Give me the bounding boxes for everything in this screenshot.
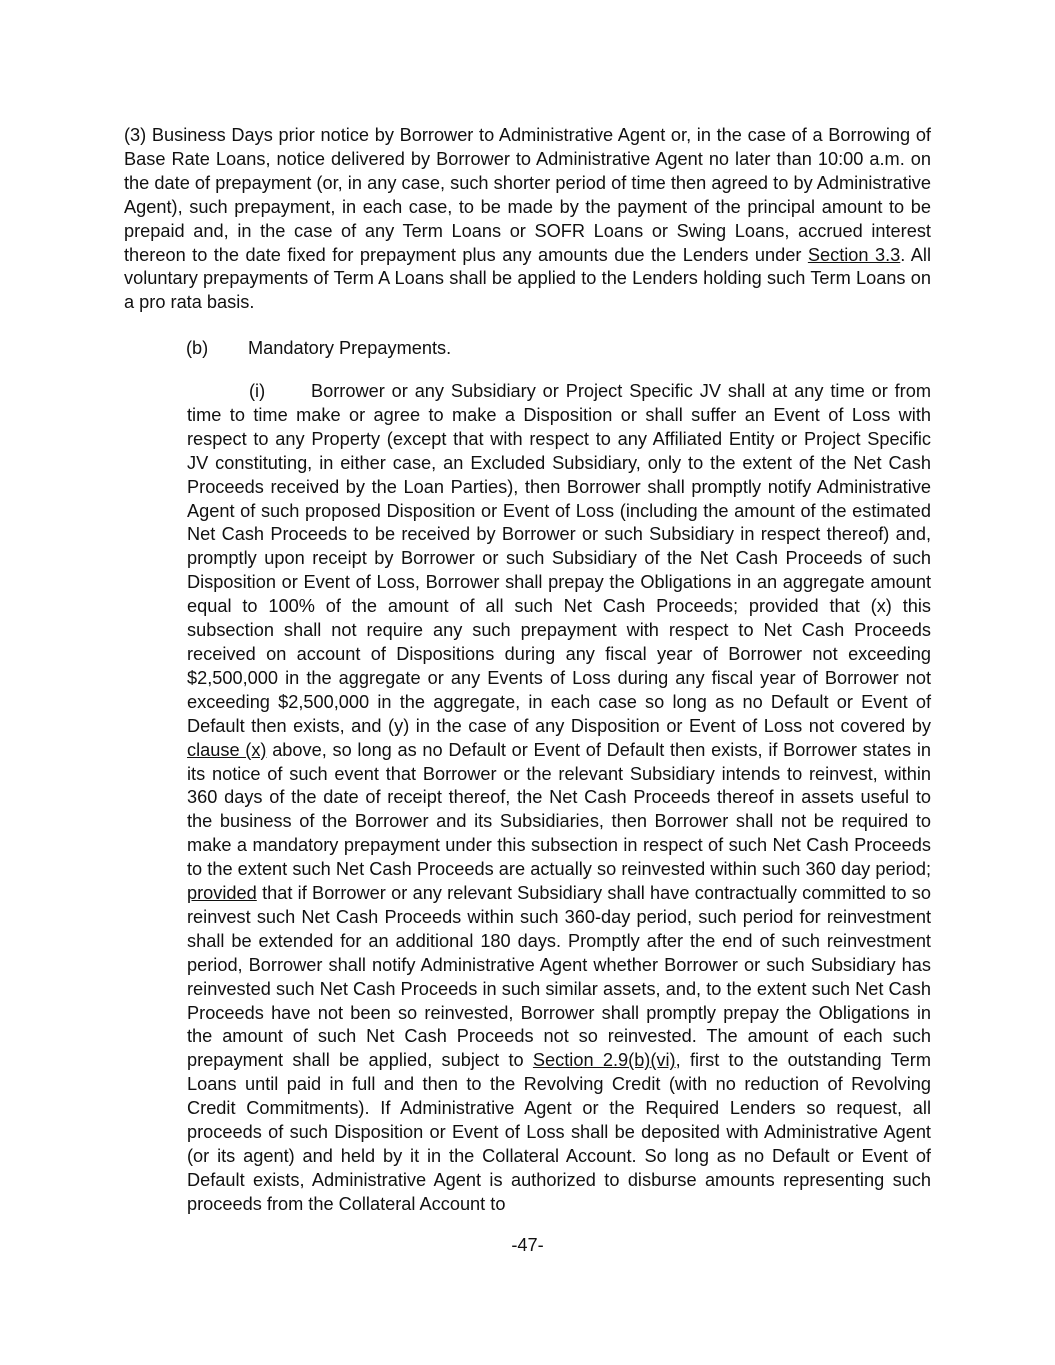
section-b-title: Mandatory Prepayments. <box>248 338 452 358</box>
page-number: -47- <box>511 1235 544 1255</box>
clause-x-reference[interactable]: clause (x) <box>187 739 267 760</box>
section-3-3-reference[interactable]: Section 3.3 <box>807 244 901 265</box>
paragraph-text: , first to the outstanding Term Loans until paid in full and then to the Revolving Credit (with no reduction of Revolving Credit Commitments). If Administrative Agent or the Required Lenders so request, all proceeds of such Disposition or Event of Loss shall be deposited with Administrative Agent (or its agent) and held by it in the Collateral Account. So long as no Default or Event of Default exists, Administrative Agent is authorized to disburse amounts representing such proceeds from the Collateral Account to <box>187 1050 931 1214</box>
paragraph-text: above, so long as no Default or Event of Default then exists, if Borrower states in its notice of such event that Borrower or the relevant Subsidiary intends to reinvest, within 360 days of the date of receipt thereof, the Net Cash Proceeds thereof in assets useful to the business of the Borrower and its Subsidiaries, then Borrower shall not be required to make a mandatory prepayment under this subsection in respect of such Net Cash Proceeds to the extent such Net Cash Proceeds are actually so reinvested within such 360 day period; <box>187 739 931 880</box>
section-b-label: (b) <box>186 338 209 358</box>
paragraph-text: . All voluntary prepayments of Term A Loans shall be applied to the Lenders holding such Term Loans on a pro rata basis. <box>124 244 931 313</box>
paragraph-text: that if Borrower or any relevant Subsidiary shall have contractually committed to so reinvest such Net Cash Proceeds within such 360-day period, such period for reinvestment shall be extended for an additional 180 days. Promptly after the end of such reinvestment period, Borrower shall notify Administrative Agent whether Borrower or such Subsidiary has reinvested such Net Cash Proceeds in such similar assets, and, to the extent such Net Cash Proceeds have not been so reinvested, Borrower shall promptly prepay the Obligations in the amount of such Net Cash Proceeds not so reinvested. The amount of each such prepayment shall be applied, subject to <box>187 883 931 1071</box>
subsection-i-number: (i) <box>249 381 266 401</box>
section-b-heading <box>186 336 451 360</box>
paragraph-text: (3) Business Days prior notice by Borrower to Administrative Agent or, in the case of a Borrowing of Base Rate Loans, notice delivered by Borrower to Administrative Agent no later than 10:00 a.m. on the date of prepayment (or, in any case, such shorter period of time then agreed to by Administrative Agent), such prepayment, in each case, to be made by the payment of the principal amount to be prepaid and, in the case of any Term Loans or SOFR Loans or Swing Loans, accrued interest thereon to the date fixed for prepayment plus any amounts due the Lenders under <box>124 125 931 265</box>
provided-term: provided <box>187 883 257 904</box>
paragraph-prepayment-notice <box>124 124 931 315</box>
section-2-9-reference[interactable]: Section 2.9(b)(vi) <box>532 1050 676 1071</box>
subsection-i-paragraph <box>187 380 931 1217</box>
paragraph-text: Borrower or any Subsidiary or Project Specific JV shall at any time or from time to time make or agree to make a Disposition or shall suffer an Event of Loss with respect to any Property (except that with respect to any Affiliated Entity or Project Specific JV constituting, in either case, an Excluded Subsidiary, only to the extent of the Net Cash Proceeds received by the Loan Parties), then Borrower shall promptly notify Administrative Agent of such proposed Disposition or Event of Loss (including the amount of the estimated Net Cash Proceeds to be received by Borrower or such Subsidiary in respect thereof) and, promptly upon receipt by Borrower or such Subsidiary of the Net Cash Proceeds of such Disposition or Event of Loss, Borrower shall prepay the Obligations in an aggregate amount equal to 100% of the amount of all such Net Cash Proceeds; provided that (x) this subsection shall not require any such prepayment with respect to Net Cash Proceeds received on account of Dispositions during any fiscal year of Borrower not exceeding $2,500,000 in the aggregate or any Events of Loss during any fiscal year of Borrower not exceeding $2,500,000 in the aggregate, in each case so long as no Default or Event of Default then exists, and (y) in the case of any Disposition or Event of Loss not covered by <box>187 381 931 736</box>
